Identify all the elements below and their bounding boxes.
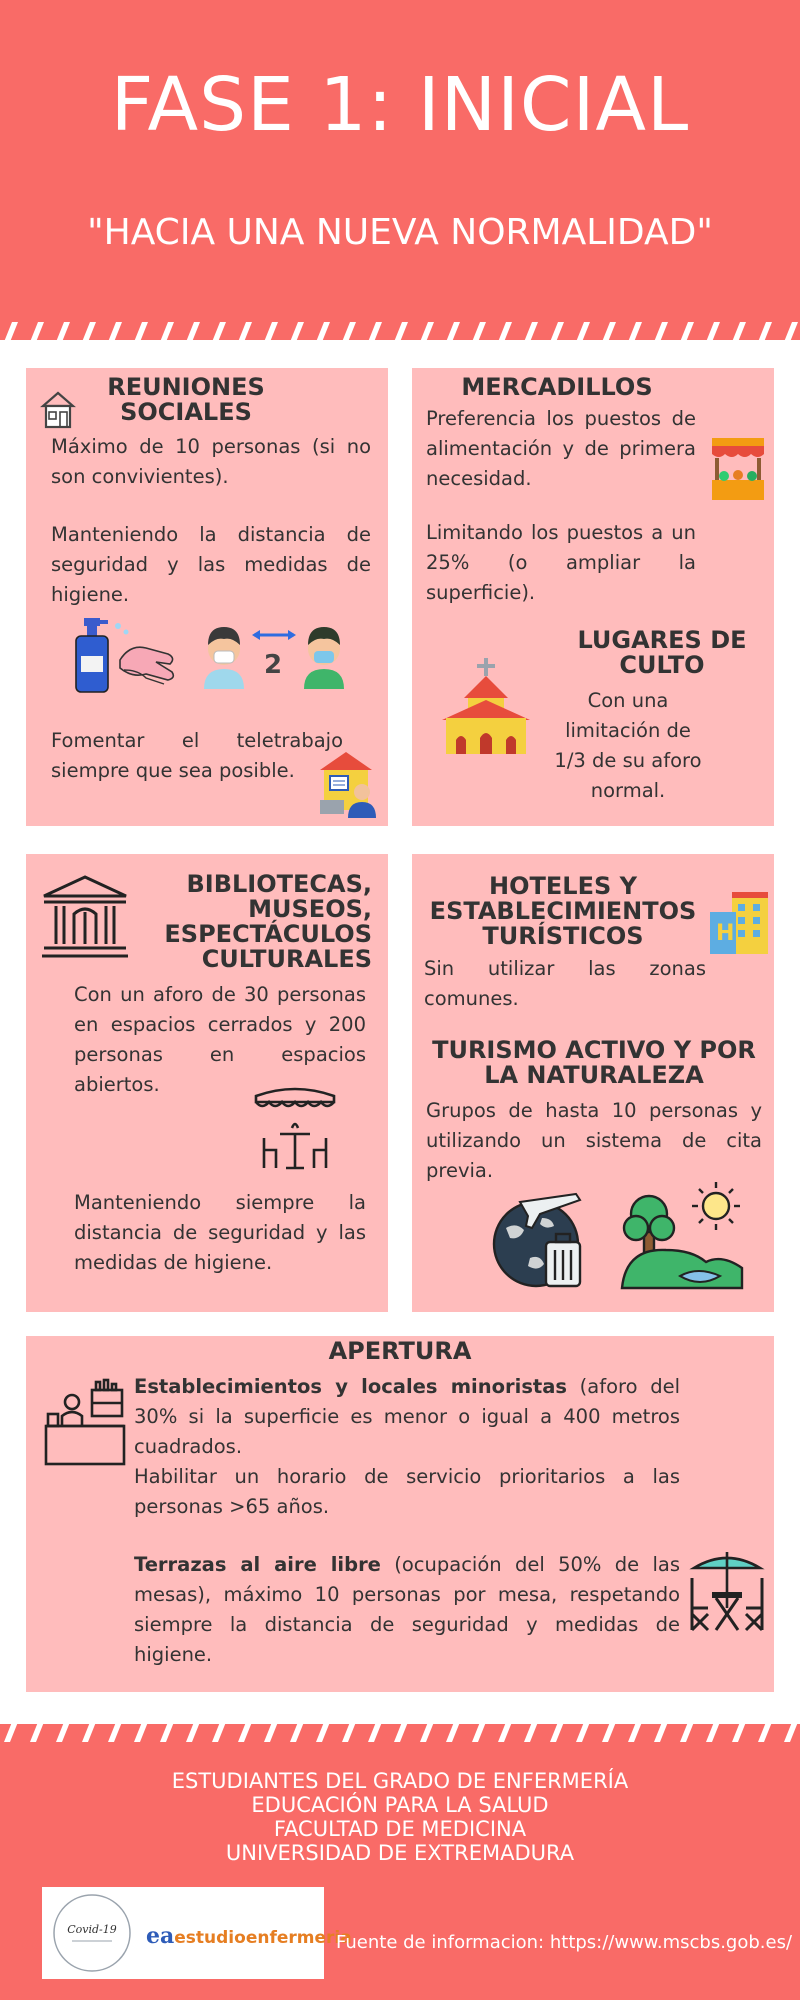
source-link[interactable]: Fuente de informacion: https://www.mscbs.gob.es/ (336, 1932, 793, 1953)
card-text-rest: (ocupación del 50% de las mesas), máximo 10 personas por mesa, respetando siempre la distancia de seguridad y medidas de higiene. (134, 1553, 680, 1666)
card-text: Preferencia los puestos de alimentación y de primera necesidad. (426, 407, 696, 490)
card-text-bold: Terrazas al aire libre (134, 1553, 381, 1576)
outdoor-table-icon (686, 1548, 768, 1632)
social-distance-icon (202, 621, 352, 689)
card-title: LUGARES DE CULTO (577, 626, 747, 679)
header-banner (0, 0, 800, 320)
distance-number: 2 (264, 650, 283, 680)
card-apertura (26, 1336, 774, 1692)
shop-counter-icon (42, 1378, 128, 1466)
covid-logo (48, 1891, 136, 1975)
logos-panel (42, 1887, 352, 1979)
church-icon (440, 656, 532, 756)
card-text (134, 1372, 680, 1462)
card-text: Máximo de 10 personas (si no son convivientes). (51, 435, 371, 488)
card-text: Manteniendo la distancia de seguridad y las medidas de higiene. (51, 523, 371, 606)
terrace-icon (250, 1082, 340, 1170)
stripe-divider-bottom (0, 1718, 800, 1746)
house-icon (40, 390, 76, 430)
card-hoteles (412, 854, 774, 1312)
footer-credits (0, 1769, 800, 1865)
card-mercadillos (412, 368, 774, 826)
footer (0, 1745, 800, 2000)
card-text-rest: (aforo del 30% si la superficie es menor o igual a 400 metros cuadrados. (134, 1375, 681, 1458)
card-text: Habilitar un horario de servicio prioritarios a las personas >65 años. (134, 1465, 680, 1518)
hotel-icon (708, 890, 770, 956)
credit-line: ESTUDIANTES DEL GRADO DE ENFERMERÍA (171, 1769, 629, 1793)
credit-line: UNIVERSIDAD DE EXTREMADURA (225, 1841, 575, 1865)
card-title: MERCADILLOS (461, 373, 653, 401)
card-title: TURISMO ACTIVO Y POR LA NATURALEZA (432, 1036, 756, 1089)
logo-text: estudioenfermeria (174, 1928, 352, 1948)
svg-text:H: H (716, 921, 735, 946)
travel-icon (490, 1188, 590, 1292)
card-text: Limitando los puestos a un 25% (o ampliar la superficie). (426, 521, 696, 604)
hand-sanitizer-icon (70, 614, 180, 696)
card-text: Grupos de hasta 10 personas y utilizando un sistema de cita previa. (426, 1099, 762, 1182)
nature-icon (620, 1180, 744, 1292)
page-subtitle: "HACIA UNA NUEVA NORMALIDAD" (87, 212, 713, 253)
covid-logo-text: Covid-19 (67, 1923, 117, 1936)
card-text-bold: Establecimientos y locales minoristas (134, 1375, 568, 1398)
card-title: REUNIONES SOCIALES (107, 373, 265, 426)
card-text: Fomentar el teletrabajo siempre que sea posible. (51, 729, 343, 782)
market-stall-icon (710, 436, 766, 502)
logo-prefix: ea (146, 1923, 175, 1949)
telework-icon (316, 748, 380, 818)
museum-icon (40, 874, 130, 960)
card-text (134, 1550, 680, 1670)
card-reuniones-sociales (26, 368, 388, 826)
card-text: Con una limitación de 1/3 de su aforo normal. (554, 689, 702, 802)
card-title: BIBLIOTECAS, MUSEOS, ESPECTÁCULOS CULTURALES (164, 870, 372, 973)
estudioenfermeria-logo (146, 1923, 352, 1949)
stripe-divider-top (0, 318, 800, 346)
card-title: APERTURA (328, 1337, 472, 1365)
card-text: Con un aforo de 30 personas en espacios cerrados y 200 personas en espacios abiertos. (74, 983, 366, 1096)
card-text: Manteniendo siempre la distancia de seguridad y las medidas de higiene. (74, 1191, 366, 1274)
card-bibliotecas (26, 854, 388, 1312)
page-title: FASE 1: INICIAL (110, 62, 690, 148)
credit-line: EDUCACIÓN PARA LA SALUD (251, 1793, 549, 1817)
credit-line: FACULTAD DE MEDICINA (273, 1817, 527, 1841)
card-text: Sin utilizar las zonas comunes. (424, 957, 706, 1010)
card-title: HOTELES Y ESTABLECIMIENTOS TURÍSTICOS (429, 872, 697, 950)
